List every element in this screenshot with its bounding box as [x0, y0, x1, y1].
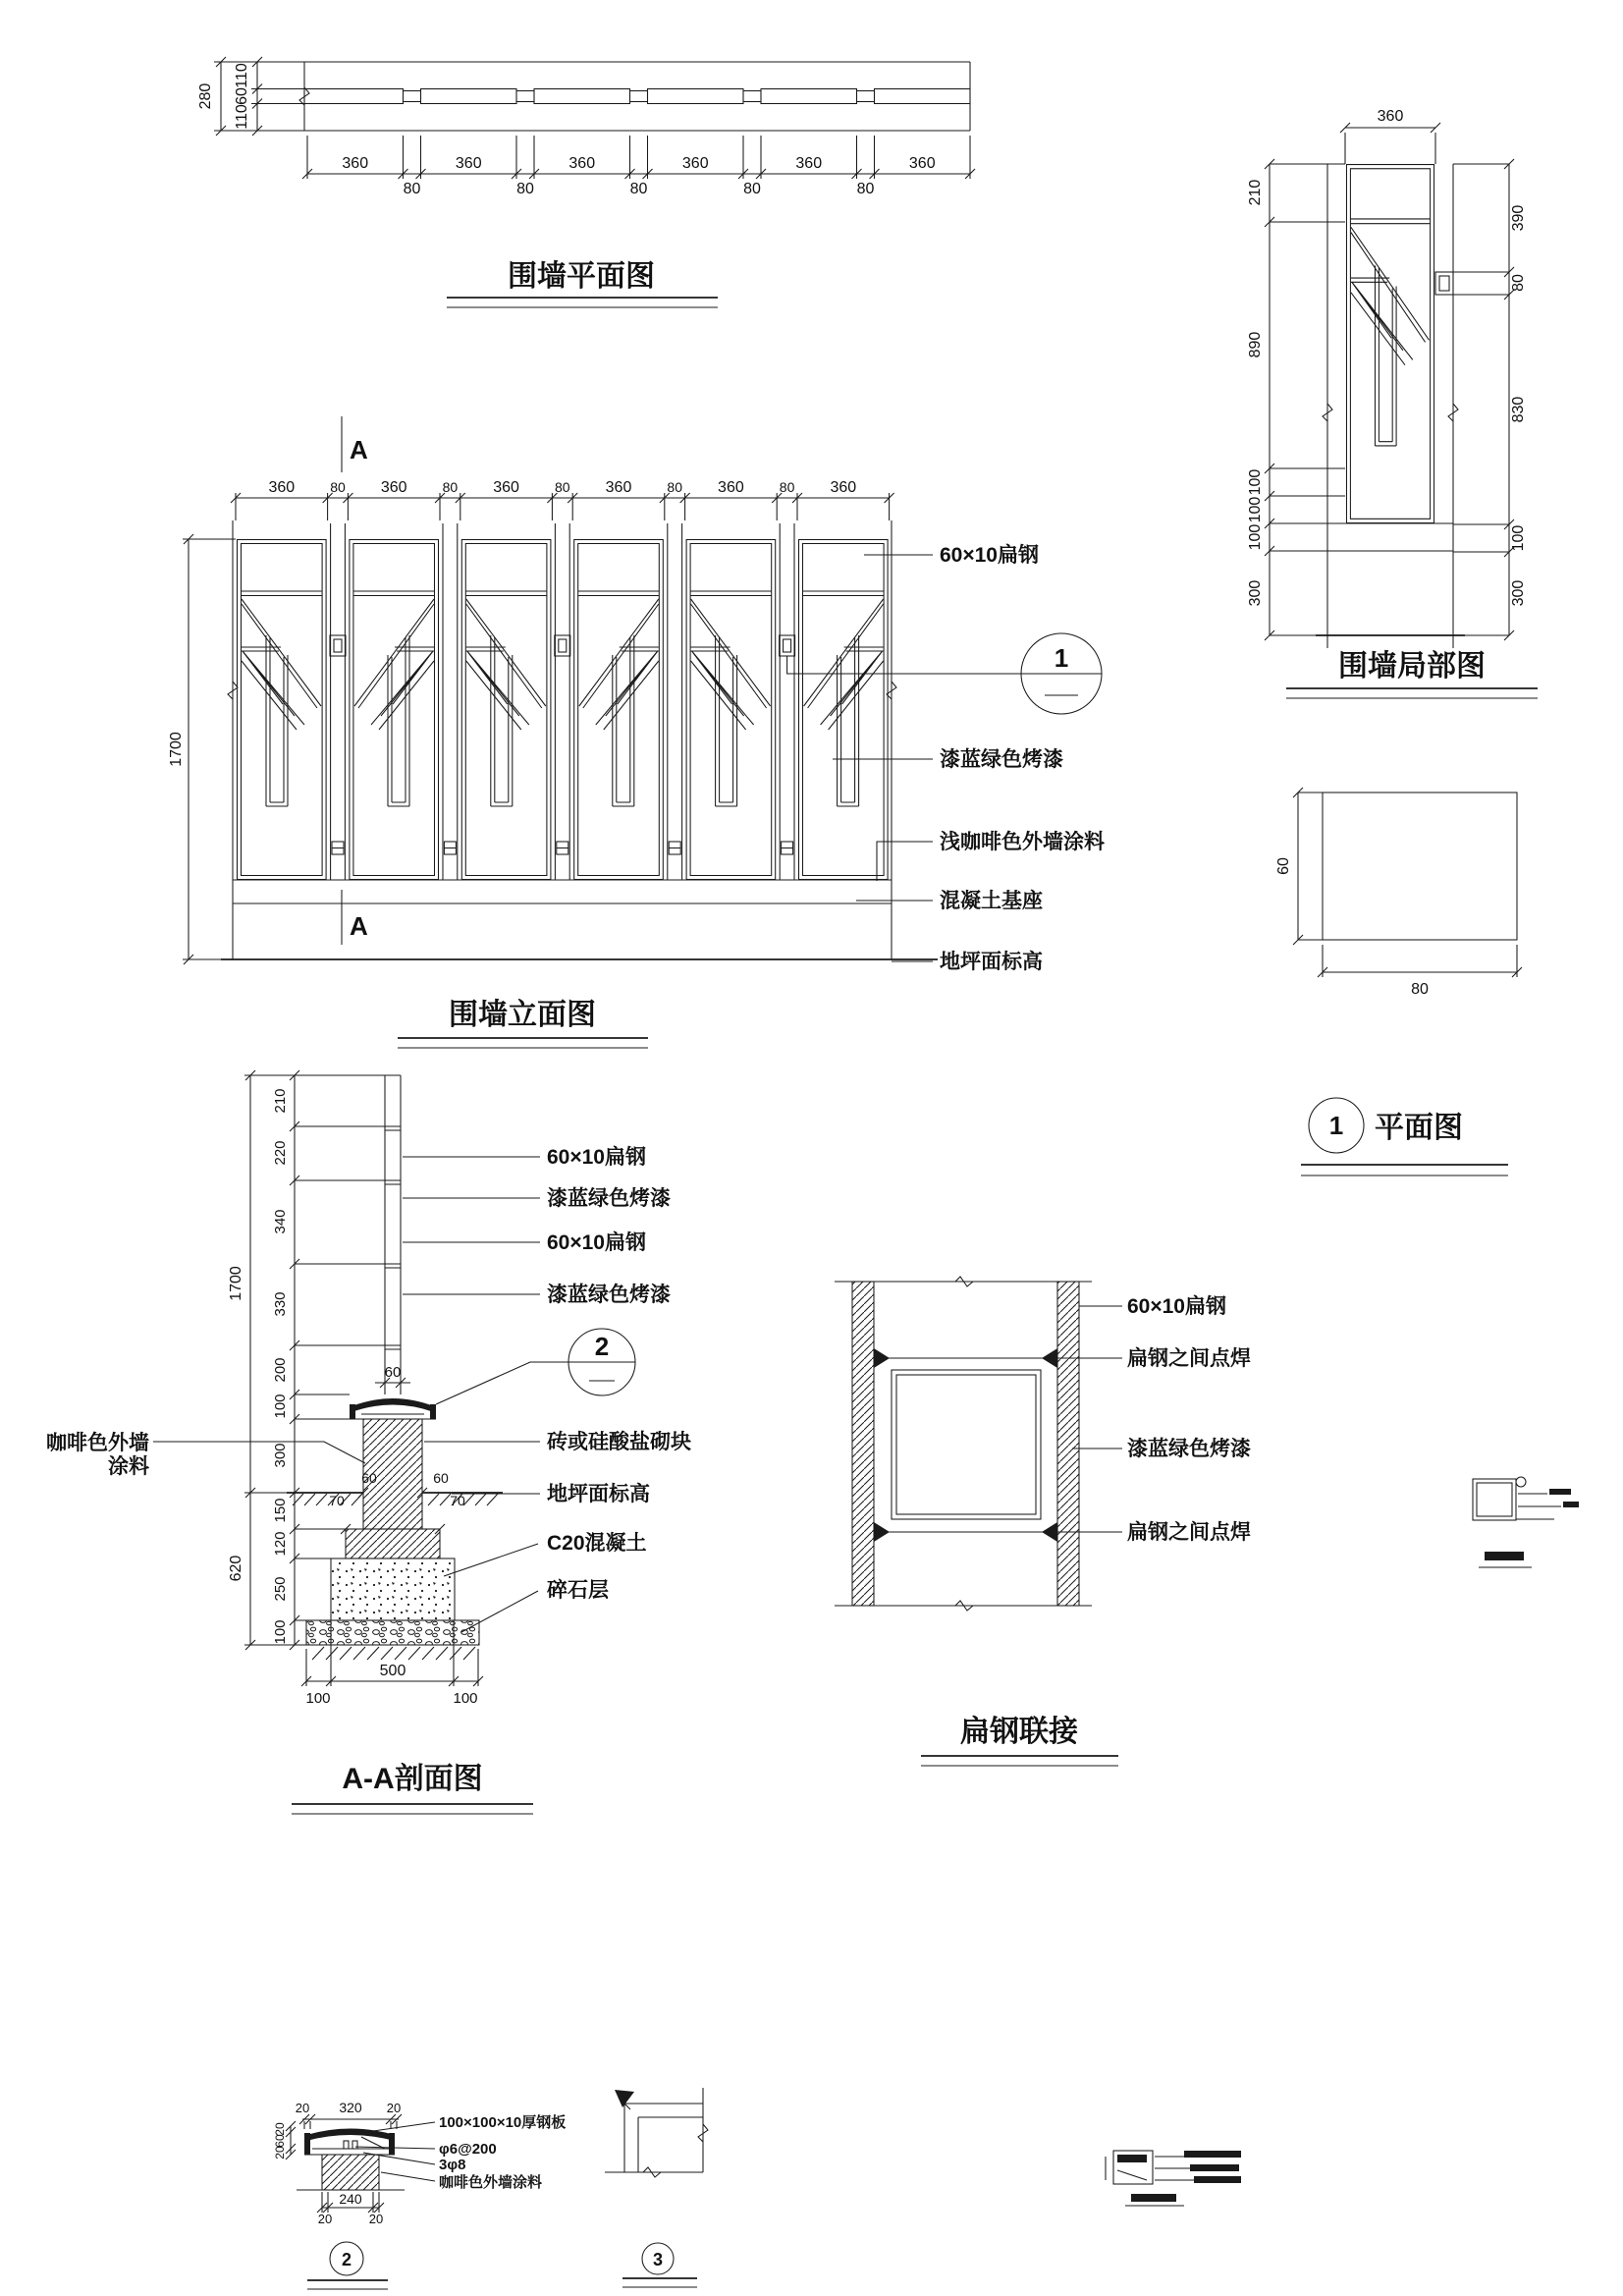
posts [331, 523, 794, 880]
material-label: 3φ8 [439, 2157, 466, 2173]
dim-label: 150 [272, 1498, 289, 1523]
dim-label: 830 [1510, 396, 1527, 423]
fence-panel [799, 540, 889, 880]
elevation-labels [940, 543, 1105, 973]
partial-dim-lines [1270, 128, 1509, 635]
view-title-section: A-A剖面图 [342, 1763, 483, 1795]
dim-label: 360 [1377, 108, 1404, 125]
d2-labels [439, 2113, 566, 2191]
elevation-view [168, 416, 1105, 1048]
bubble-number: 3 [652, 2250, 664, 2269]
material-label: 漆蓝绿色烤漆 [547, 1187, 671, 1210]
dim-label: 80 [403, 181, 421, 197]
dim-label: 500 [379, 1663, 406, 1679]
post-plan-detail [1275, 788, 1522, 1175]
detail-bubble-1 [1021, 633, 1102, 714]
post-plan-dim-lines [1298, 793, 1517, 977]
dim-label: 80 [667, 479, 682, 495]
dim-label: 360 [681, 155, 709, 172]
material-label: 扁钢之间点焊 [1127, 1347, 1251, 1370]
dim-label: 300 [1510, 579, 1527, 607]
material-label: 砖或硅酸盐砌块 [547, 1431, 691, 1453]
section-marker-bottom: A [350, 911, 368, 941]
dim-label: 80 [856, 181, 875, 197]
dim-label: 1700 [168, 732, 185, 767]
fence-panel [686, 540, 776, 880]
fence-panel [1346, 165, 1434, 523]
material-label: C20混凝土 [547, 1532, 647, 1555]
weld-marks [874, 1348, 1057, 1542]
material-label: 扁钢之间点焊 [1127, 1521, 1251, 1544]
fence-panel [461, 540, 551, 880]
dim-label: 320 [339, 2100, 362, 2115]
dim-label: 110 [234, 104, 250, 130]
dim-label: 360 [342, 155, 369, 172]
dim-label: 70 [329, 1493, 345, 1508]
dim-label: 100 [272, 1394, 289, 1419]
plan-dim-ticks [216, 57, 975, 179]
dim-label: 250 [272, 1576, 289, 1602]
dim-label: 100 [1510, 524, 1527, 552]
dim-label: 100 [1247, 468, 1264, 496]
dim-label: 360 [908, 155, 936, 172]
dim-label: 340 [272, 1209, 289, 1234]
bubble-number: 2 [341, 2250, 352, 2269]
bubble-number: 1 [1328, 1111, 1344, 1140]
dim-label: 210 [272, 1088, 289, 1114]
post-plan-dim-ticks [1293, 788, 1522, 977]
dim-label: 100 [1247, 523, 1264, 551]
flat-steel-bar [385, 1075, 401, 1394]
plan-wall-lines [304, 62, 970, 131]
post-plan-rect [1323, 793, 1517, 940]
dim-label: 360 [605, 479, 632, 496]
dim-label: 360 [455, 155, 482, 172]
section-view [46, 1070, 691, 1814]
dim-label: 80 [743, 181, 761, 197]
dim-label: 620 [228, 1555, 244, 1582]
footing-step [346, 1529, 440, 1558]
soil-hatch-bottom [312, 1647, 475, 1660]
view-title-post-plan: 平面图 [1375, 1112, 1463, 1144]
concrete-base-lines [233, 880, 892, 903]
dim-label: 60 [234, 87, 250, 105]
dim-label: 360 [268, 479, 296, 496]
dim-label: 390 [1510, 204, 1527, 232]
dim-label: 60 [1275, 857, 1292, 875]
material-label: 混凝土基座 [940, 890, 1043, 912]
material-label: 碎石层 [547, 1579, 609, 1602]
post-base-plates [332, 842, 793, 854]
connector-plate-inner [896, 1375, 1036, 1514]
material-label: 60×10扁钢 [547, 1231, 646, 1254]
dim-label: 280 [197, 82, 214, 110]
plan-posts [404, 91, 875, 102]
dim-label: 20 [317, 2212, 333, 2226]
dim-label: 80 [1510, 274, 1527, 292]
dim-label: 360 [830, 479, 857, 496]
dim-label: 20 [386, 2101, 402, 2115]
material-label: φ6@200 [439, 2141, 497, 2158]
dim-label: 300 [1247, 579, 1264, 607]
material-label: 漆蓝绿色烤漆 [547, 1284, 671, 1306]
material-label: 浅咖啡色外墙涂料 [940, 831, 1105, 853]
elevation-dim-lines [183, 493, 890, 959]
material-label: 60×10扁钢 [1127, 1295, 1226, 1318]
view-title-plan: 围墙平面图 [508, 260, 655, 293]
fence-panel [238, 540, 327, 880]
thumbnail-detail-b [1106, 2151, 1241, 2206]
dim-label: 100 [305, 1690, 331, 1707]
dim-label: 360 [718, 479, 744, 496]
dim-label: 360 [493, 479, 519, 496]
detail-2-view [273, 2100, 566, 2289]
dim-label: 240 [339, 2191, 362, 2207]
connection-view [835, 1277, 1251, 1766]
dim-label: 1700 [228, 1266, 244, 1301]
d3-corner-bars [619, 2098, 703, 2172]
plan-view [197, 57, 975, 307]
dim-label: 80 [330, 479, 346, 495]
partial-base-lines [1327, 523, 1453, 551]
dim-label: 360 [795, 155, 823, 172]
connector-square [1435, 272, 1453, 295]
view-title-partial: 围墙局部图 [1338, 650, 1486, 683]
material-label: 咖啡色外墙 [46, 1432, 149, 1454]
dim-label: 60 [384, 1364, 402, 1381]
dim-label: 80 [516, 181, 534, 197]
dim-label: 330 [272, 1291, 289, 1317]
dim-label: 20 [273, 2122, 287, 2136]
d3-weld-mark [615, 2090, 634, 2107]
dim-label: 80 [1411, 981, 1429, 998]
dim-label: 120 [272, 1531, 289, 1557]
view-title-elevation: 围墙立面图 [449, 999, 596, 1031]
partial-view [1247, 108, 1538, 698]
dim-label: 360 [380, 479, 407, 496]
d2-cap [304, 2129, 395, 2156]
material-label: 60×10扁钢 [940, 544, 1039, 567]
material-label: 地坪面标高 [940, 951, 1043, 973]
connector-plate-outer [892, 1370, 1041, 1519]
elevation-dim-ticks [184, 493, 894, 964]
partial-dim-ticks [1265, 123, 1514, 640]
bubble-number: 1 [1054, 643, 1069, 673]
dim-label: 100 [272, 1619, 289, 1645]
material-label: 漆蓝绿色烤漆 [940, 748, 1063, 771]
material-label: 涂料 [108, 1455, 149, 1478]
material-label: 咖啡色外墙涂料 [439, 2174, 543, 2191]
dim-label: 360 [568, 155, 596, 172]
material-label: 60×10扁钢 [547, 1146, 646, 1169]
dim-label: 70 [450, 1493, 465, 1508]
dim-label: 60 [361, 1470, 377, 1486]
dim-label: 60 [273, 2134, 287, 2148]
dim-label: 20 [295, 2101, 310, 2115]
dim-label: 200 [272, 1357, 289, 1383]
dim-label: 890 [1247, 331, 1264, 358]
material-label: 100×100×10厚钢板 [439, 2114, 567, 2131]
material-label: 漆蓝绿色烤漆 [1127, 1438, 1251, 1460]
dim-label: 80 [555, 479, 570, 495]
thumbnail-detail-a [1473, 1477, 1579, 1567]
dim-label: 80 [629, 181, 648, 197]
partial-dim-labels [1247, 108, 1527, 606]
dim-label: 300 [272, 1443, 289, 1468]
dim-label: 110 [234, 63, 250, 88]
dim-label: 80 [442, 479, 459, 495]
dim-label: 80 [779, 479, 795, 495]
c20-concrete-footing [331, 1558, 455, 1620]
flat-steel-bar-left [852, 1282, 874, 1606]
dim-label: 20 [273, 2146, 287, 2159]
detail-bubble-2 [568, 1329, 635, 1395]
connection-labels [1127, 1294, 1251, 1544]
dim-label: 220 [272, 1140, 289, 1166]
material-label: 地坪面标高 [547, 1483, 650, 1505]
dim-label: 20 [368, 2212, 384, 2226]
detail-3-view [605, 2088, 708, 2287]
dim-label: 60 [433, 1470, 449, 1486]
connector-plate-lines [874, 1358, 1057, 1532]
section-marker-top: A [350, 435, 368, 465]
elevation-boundaries [233, 520, 892, 959]
bubble-number: 2 [594, 1332, 610, 1361]
fence-panel [350, 540, 439, 880]
coping-cap [350, 1398, 436, 1419]
view-title-connection: 扁钢联接 [960, 1716, 1078, 1748]
dim-label: 100 [453, 1690, 478, 1707]
flat-steel-bar-right [1057, 1282, 1079, 1606]
dim-label: 210 [1247, 179, 1264, 206]
d2-pier-stub [322, 2155, 379, 2190]
fence-panel [574, 540, 664, 880]
dim-label: 100 [1247, 496, 1264, 523]
